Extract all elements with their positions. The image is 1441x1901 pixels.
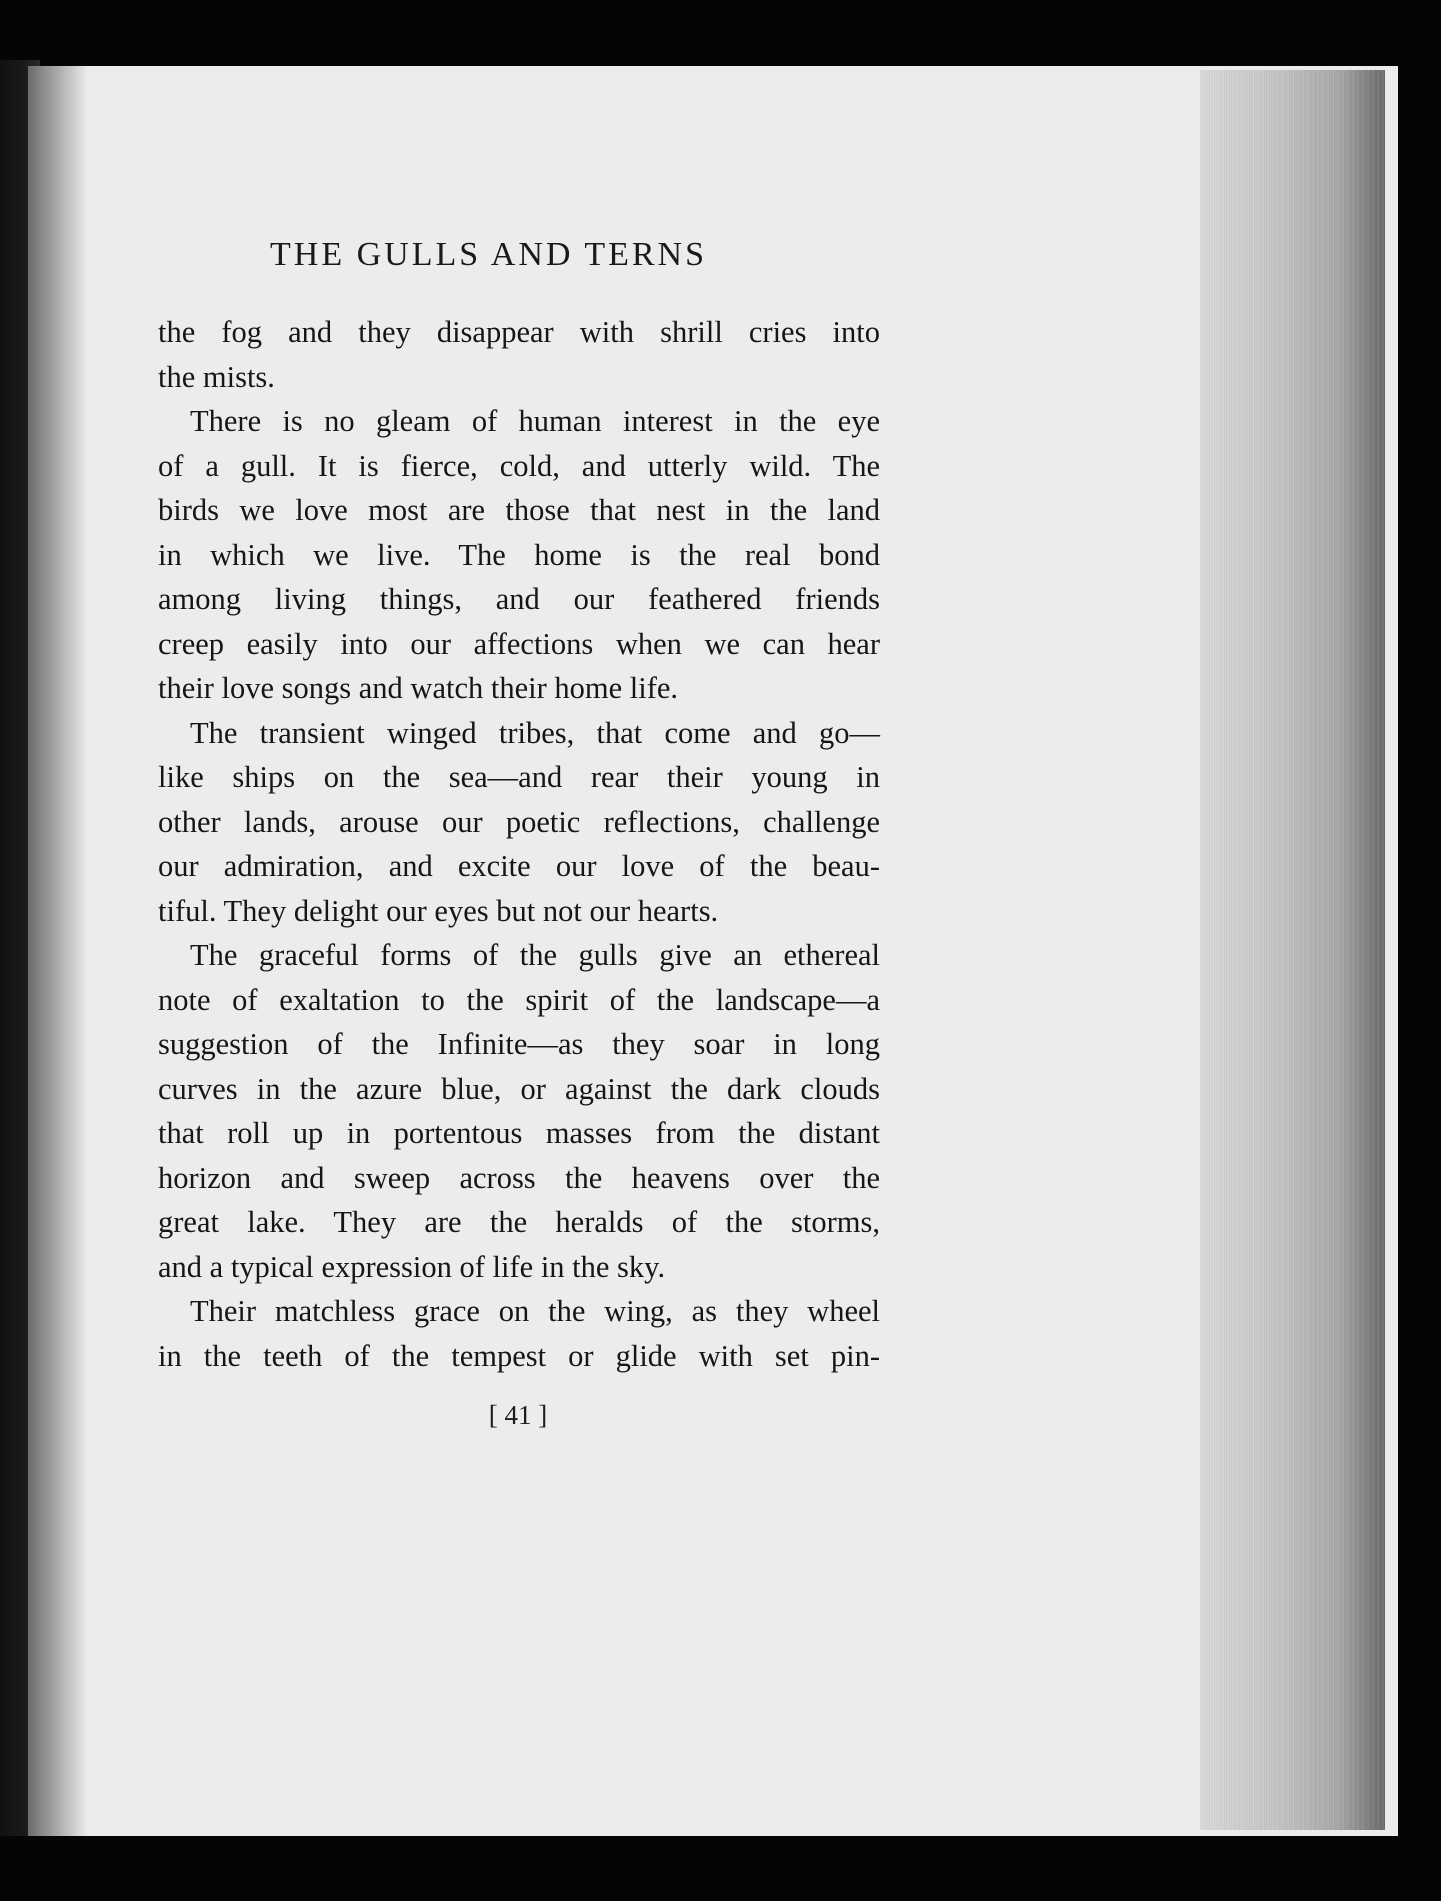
text-line: horizon and sweep across the heavens over the xyxy=(158,1160,880,1195)
text-line: among living things, and our feathered friends xyxy=(158,582,880,616)
scan-bottom-shadow xyxy=(0,1836,1441,1901)
text-line: their love songs and watch their home life. xyxy=(158,671,679,705)
text-line: suggestion of the Infinite—as they soar in long xyxy=(158,1027,880,1061)
text-line: of a gull. It is fierce, cold, and utterly wild. The xyxy=(158,448,880,483)
body-text xyxy=(158,310,880,1378)
text-line: curves in the azure blue, or against the dark clouds xyxy=(158,1071,880,1106)
text-line: that roll up in portentous masses from the distant xyxy=(158,1116,880,1150)
text-line: tiful. They delight our eyes but not our hearts. xyxy=(158,893,719,928)
text-line: The graceful forms of the gulls give an ethereal xyxy=(190,938,880,972)
text-line: like ships on the sea—and rear their young in xyxy=(158,760,880,794)
text-line: great lake. They are the heralds of the storms, xyxy=(158,1205,880,1239)
text-line: Their matchless grace on the wing, as they wheel xyxy=(190,1294,880,1328)
text-line: birds we love most are those that nest in the land xyxy=(158,493,880,527)
text-line: other lands, arouse our poetic reflections, challenge xyxy=(158,804,880,839)
text-line: The transient winged tribes, that come and go— xyxy=(190,715,880,750)
text-line: and a typical expression of life in the sky. xyxy=(158,1249,666,1284)
page-number: [ 41 ] xyxy=(488,1400,548,1430)
page-fore-edge xyxy=(1200,70,1385,1830)
text-line: note of exaltation to the spirit of the landscape—a xyxy=(158,982,880,1017)
text-line: the mists. xyxy=(158,359,275,394)
text-line: the fog and they disappear with shrill cries into xyxy=(158,315,880,349)
gutter-shadow xyxy=(28,66,88,1836)
text-line: There is no gleam of human interest in the eye xyxy=(190,404,880,438)
text-line: in which we live. The home is the real bond xyxy=(158,537,880,572)
text-line: our admiration, and excite our love of the beau- xyxy=(158,849,880,883)
text-line: creep easily into our affections when we can hear xyxy=(158,626,880,661)
text-line: in the teeth of the tempest or glide with set pin- xyxy=(158,1338,880,1373)
running-head: THE GULLS AND TERNS xyxy=(270,236,707,273)
